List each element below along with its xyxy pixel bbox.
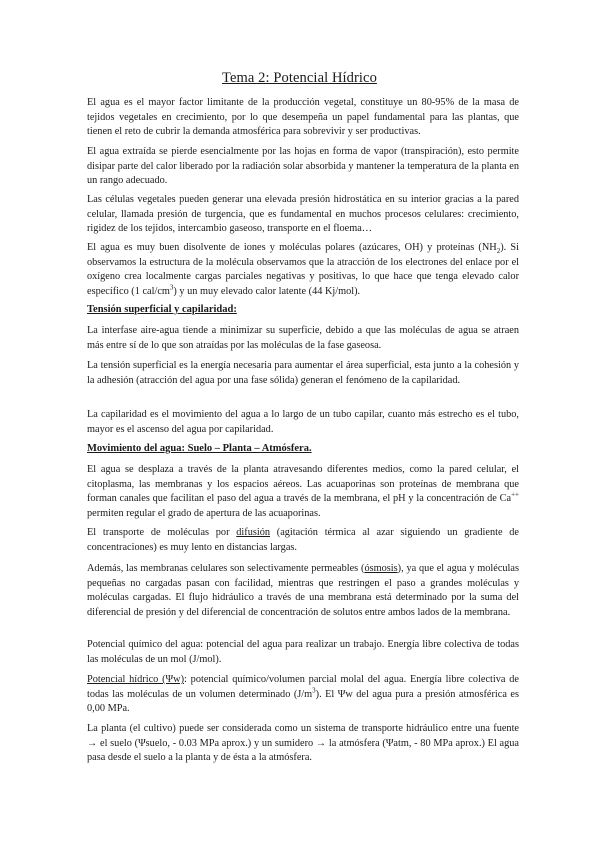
- surface-tension-paragraph-2: La tensión superficial es la energía necesaria para aumentar el área superficial, esta junto a la cohesión y la adhesión (atracción del agua por una fase sólida) generan el fenómeno de la capilaridad.: [87, 360, 519, 386]
- osmosis-paragraph: Además, las membranas celulares son selectivamente permeables (ósmosis), ya que el agua y moléculas pequeñas no cargadas pasan con facilidad, mientras que restringen el paso a grandes moléculas y moléculas cargadas. El flujo hidráulico a través de una membrana está determinado por la suma del diferencial de presión y del diferencial de concentración de solutos entre ambos lados de la membrana.: [87, 563, 519, 618]
- intro-paragraph-2: El agua extraída se pierde esencialmente por las hojas en forma de vapor (transpiración), esto permite disipar parte del calor liberado por la radiación solar absorbida y mantener la temperatura de la planta en un rango adecuado.: [87, 146, 519, 187]
- section-heading-water-movement: Movimiento del agua: Suelo – Planta – Atmósfera.: [87, 443, 312, 454]
- intro-paragraph-1: El agua es el mayor factor limitante de la producción vegetal, constituye un 80-95% de la masa de tejidos vegetales en crecimiento, por lo que desempeña un papel fundamental para las plantas, que tienen el reto de cubrir la demanda atmosférica para sobrevivir y ser productivas.: [87, 97, 519, 138]
- surface-tension-paragraph-3: La capilaridad es el movimiento del agua a lo largo de un tubo capilar, cuanto más estrecho es el tubo, mayor es el ascenso del agua por capilaridad.: [87, 409, 519, 435]
- document-title: Tema 2: Potencial Hídrico: [222, 70, 377, 86]
- section-heading-surface-tension: Tensión superficial y capilaridad:: [87, 304, 237, 315]
- intro-paragraph-3: Las células vegetales pueden generar una elevada presión hidrostática en su interior gracias a la pared celular, llamada presión de turgencia, que es fundamental en muchos procesos celulares: crecimiento, rigidez de los tejidos, intercambio gaseoso, transporte en el floema…: [87, 194, 519, 235]
- diffusion-paragraph: El transporte de moléculas por difusión (agitación térmica al azar siguiendo un gradiente de concentraciones) es muy lento en distancias largas.: [87, 527, 519, 553]
- diffusion-term: difusión: [236, 527, 271, 538]
- osmosis-term: ósmosis: [364, 563, 398, 574]
- hydraulic-system-paragraph: La planta (el cultivo) puede ser considerada como un sistema de transporte hidráulico entre una fuente → el suelo (Ψsuelo, - 0.03 MPa aprox.) y un sumidero → la atmósfera (Ψatm, - 80 MPa aprox.) El agua pasa desde el suelo a la planta y de ésta a la atmósfera.: [87, 723, 519, 764]
- water-potential-term: Potencial hídrico (Ψw): [87, 674, 184, 685]
- chemical-potential-paragraph: Potencial químico del agua: potencial del agua para realizar un trabajo. Energía libre colectiva de todas las moléculas de un mol (J/mol).: [87, 639, 519, 665]
- water-potential-paragraph: Potencial hídrico (Ψw): potencial químico/volumen parcial molal del agua. Energía libre colectiva de todas las moléculas de un volumen determinado $(J/m^3)$. El Ψw del agua pura a presión atmosférica es 0,00 MPa.: [87, 674, 519, 715]
- surface-tension-paragraph-1: La interfase aire-agua tiende a minimizar su superficie, debido a que las moléculas de agua se atraen más entre sí de lo que son atraídas por las moléculas de la fase gaseosa.: [87, 325, 519, 351]
- water-movement-paragraph-1: El agua se desplaza a través de la planta atravesando diferentes medios, como la pared celular, el citoplasma, las membranas y los espacios aéreos. Las acuaporinas son proteínas de membrana que forman canales que facilitan el paso del agua a través de la membrana, el pH y la concentración de Ca++ permiten regular el grado de apertura de las acuaporinas.: [87, 464, 519, 519]
- intro-paragraph-4: El agua es muy buen disolvente de iones y moléculas polares (azúcares, OH) y proteínas $(NH_2)$. Si observamos la estructura de la molécula observamos que la atracción de los electrones del enlace por el oxígeno crea localmente cargas parciales negativas y positivas, lo que hace que tenga elevado calor específico (1 cal/$cm^3$) y un muy elevado calor latente (44 Kj/mol).: [87, 242, 519, 297]
